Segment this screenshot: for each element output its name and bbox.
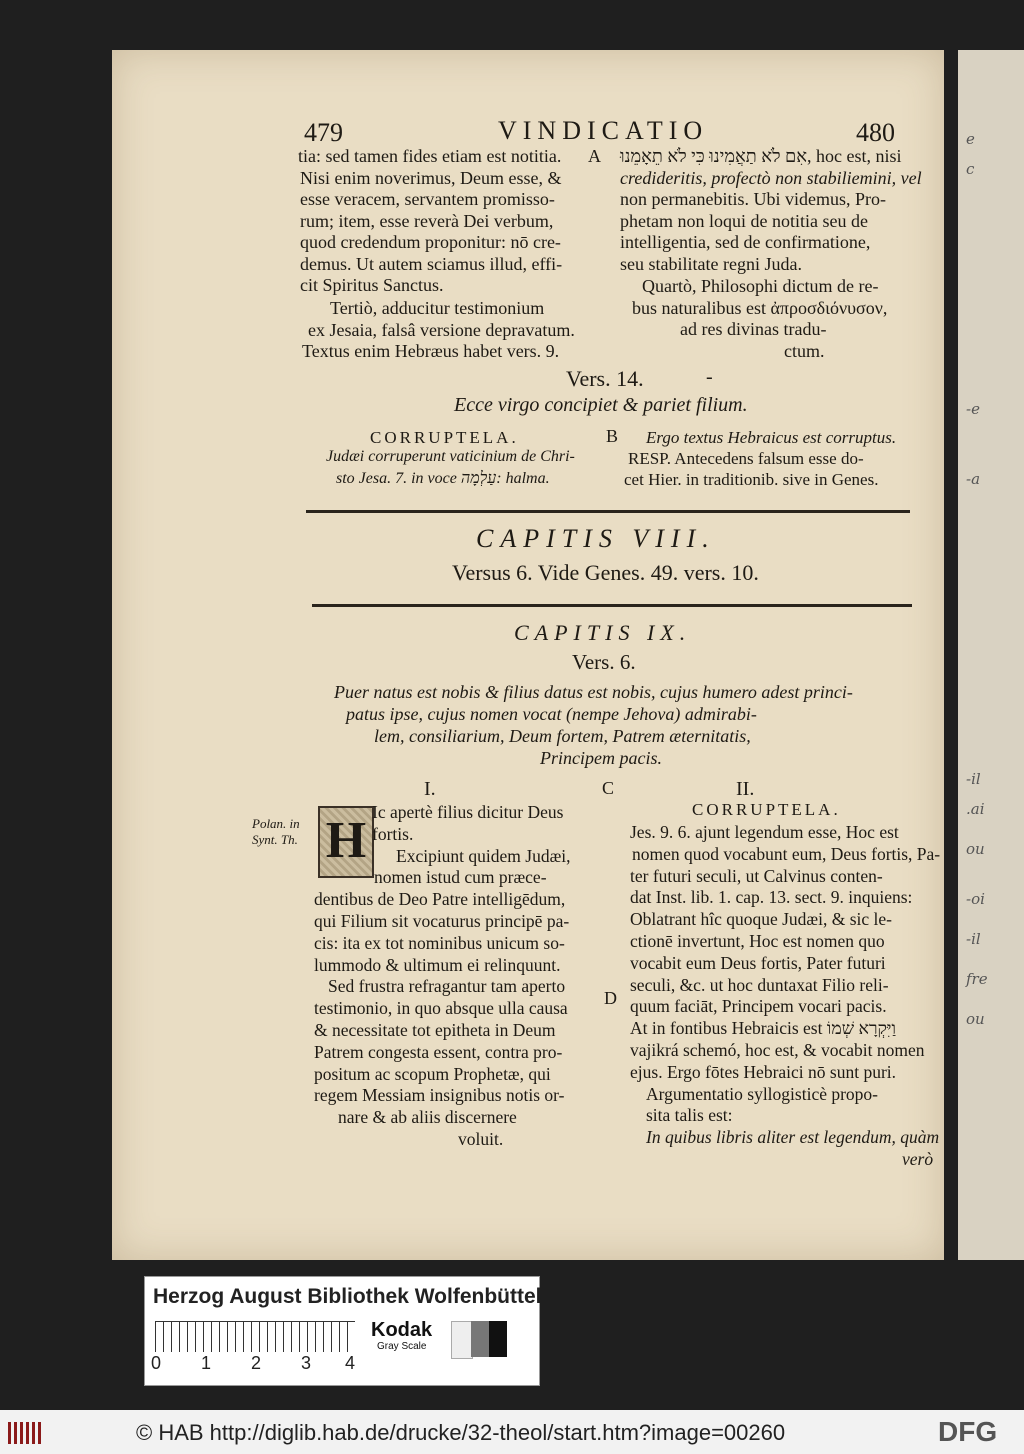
capitis-ix-heading: CAPITIS IX. [514,620,692,645]
corruptela-1-response-line: Ergo textus Hebraicus est corruptus. [646,428,897,447]
section-i-line: lummodo & ultimum ei relinquunt. [314,954,561,975]
next-page-fragment: ou [966,840,985,858]
hab-logo-icon [8,1422,44,1444]
left-column-line: ex Jesaia, falsâ versione depravatum. [308,319,575,340]
gray-patch-mid [471,1321,489,1357]
capitis-ix-vers: Vers. 6. [572,650,636,674]
right-column-line: seu stabilitate regni Juda. [620,253,802,274]
page-number-right: 480 [856,118,895,147]
next-page-fragment: .ai [966,800,985,818]
gray-patch-light [451,1321,473,1359]
section-ii-line: At in fontibus Hebraicis est וַיִּקְרָא שְׁמוֹ [630,1018,896,1039]
corruptela-1-line: sto Jesa. 7. in voce עַלְמָה: halma. [336,470,550,487]
gray-scale-label: Gray Scale [377,1341,427,1352]
running-title: VINDICATIO [498,116,709,145]
capitis-viii-heading: CAPITIS VIII. [476,524,716,553]
divider-rule-1 [306,510,910,513]
capitis-ix-quote-line: Principem pacis. [540,748,662,768]
next-page-edge [958,50,1024,1260]
section-ii-line: quum faciāt, Principem vocari pacis. [630,996,887,1017]
section-i-line: dentibus de Deo Patre intelligēdum, [314,889,566,910]
section-ii-line: Jes. 9. 6. ajunt legendum esse, Hoc est [630,822,899,842]
section-i-line: Patrem congesta essent, contra pro- [314,1041,563,1062]
corruptela-1-line: Judæi corruperunt vaticinium de Chri- [326,448,575,465]
footer-bar [0,1410,1024,1454]
left-column-line: quod credendum proponitur: nō cre- [300,232,561,252]
ruler-number: 0 [151,1353,162,1373]
left-column-line: Textus enim Hebræus habet vers. 9. [302,341,560,361]
section-ii-line: ejus. Ergo fōtes Hebraici nō sunt puri. [630,1061,897,1082]
next-page-fragment: -a [966,470,981,488]
section-ii-line: verò [902,1149,934,1169]
section-ii-line: ter futuri seculi, ut Calvinus conten- [630,865,883,886]
right-column-line: intelligentia, sed de confirmatione, [620,232,871,252]
library-color-label [144,1276,540,1386]
left-column-line: cit Spiritus Sanctus. [300,275,444,295]
section-i-line: regem Messiam insignibus notis or- [314,1085,565,1106]
right-column-line: Quartò, Philosophi dictum de re- [642,276,879,296]
section-ii-line: dat Inst. lib. 1. cap. 13. sect. 9. inquiens: [630,887,913,908]
left-column-line: Nisi enim noverimus, Deum esse, & [300,167,562,188]
section-ii-numeral: II. [736,778,755,800]
section-ii-line: vajikrá schemó, hoc est, & vocabit nomen [630,1040,925,1060]
vers-14-quote: Ecce virgo concipiet & pariet filium. [454,394,748,416]
corruptela-1-response-line: cet Hier. in traditionib. sive in Genes. [624,470,879,489]
section-i-line: voluit. [458,1129,504,1149]
section-i-line: & necessitate tot epitheta in Deum [314,1020,556,1040]
ruler-number: 3 [301,1353,312,1373]
section-i-line: cis: ita ex tot nominibus unicum so- [314,932,565,953]
left-column-line: tia: sed tamen fides etiam est notitia. [298,146,562,166]
capitis-viii-line: Versus 6. Vide Genes. 49. vers. 10. [452,560,759,585]
next-page-fragment: -il [966,930,981,948]
right-column-line: bus naturalibus est ἀπροσδιόνυσον, [632,297,888,318]
corruptela-heading-1: CORRUPTELA. [370,428,519,447]
section-ii-line: seculi, &c. ut hoc duntaxat Filio reli- [630,974,889,995]
left-column-line: Tertiò, adducitur testimonium [330,298,545,318]
next-page-fragment: c [966,160,975,178]
next-page-fragment: ou [966,1010,985,1028]
right-column-line: non permanebitis. Ubi videmus, Pro- [620,189,886,209]
right-column-line: ad res divinas tradu- [680,319,827,339]
scale-ruler [155,1321,355,1352]
page-number-left: 479 [304,118,343,147]
left-column-line: esse veracem, servantem promisso- [300,189,555,209]
next-page-fragment: -il [966,770,981,788]
vers-14-heading: Vers. 14. [566,366,644,391]
gray-patch-dark [489,1321,507,1357]
corruptela-heading-2: CORRUPTELA. [692,800,841,819]
right-column-line: ctum. [784,340,825,361]
capitis-ix-quote-line: patus ipse, cujus nomen vocat (nempe Jehova) admirabi- [346,704,757,724]
section-i-numeral: I. [424,778,436,800]
section-ii-line: Oblatrant hîc quoque Judæi, & sic le- [630,909,892,930]
section-i-line: Ic apertè filius dicitur Deus [372,802,564,822]
section-i-line: Excipiunt quidem Judæi, [396,845,571,866]
decorated-initial: H [318,806,374,878]
side-note-line-2: Synt. Th. [252,832,298,847]
book-page [112,50,944,1260]
next-page-fragment: fre [966,970,988,988]
margin-letter-d: D [604,988,617,1008]
section-ii-line: In quibus libris aliter est legendum, quàm [646,1127,940,1148]
divider-rule-2 [312,604,912,607]
next-page-fragment: -e [966,400,980,418]
next-page-fragment: e [966,130,975,148]
right-column-line: phetam non loqui de notitia seu de [620,210,868,231]
capitis-ix-quote-line: lem, consiliarium, Deum fortem, Patrem æternitatis, [374,726,751,746]
section-i-line: nare & ab aliis discernere [338,1107,517,1128]
section-ii-line: Argumentatio syllogisticè propo- [646,1083,879,1104]
margin-letter-a: A [588,146,601,166]
copyright-link[interactable]: © HAB http://diglib.hab.de/drucke/32-theol/start.htm?image=00260 [136,1420,786,1445]
margin-letter-c: C [602,778,615,798]
side-note-line-1: Polan. in [252,816,300,831]
corruptela-1-response-line: RESP. Antecedens falsum esse do- [628,449,864,468]
ruler-number: 4 [345,1353,356,1373]
kodak-brand: Kodak [371,1319,433,1341]
section-ii-line: sita talis est: [646,1105,733,1126]
section-ii-line: nomen quod vocabunt eum, Deus fortis, Pa- [632,843,941,864]
ruler-number: 1 [201,1353,212,1373]
section-ii-line: ctionē invertunt, Hoc est nomen quo [630,931,885,951]
section-ii-line: vocabit eum Deus fortis, Pater futuri [630,952,886,973]
section-i-line: fortis. [372,823,414,844]
section-i-line: positum ac scopum Prophetæ, qui [314,1063,551,1084]
left-column-line: demus. Ut autem sciamus illud, effi- [300,253,563,274]
section-i-line: Sed frustra refragantur tam aperto [328,976,566,997]
right-column-line: credideritis, profectò non stabiliemini, vel [620,167,922,188]
dfg-logo: DFG [938,1416,998,1447]
right-column-line: אִם לֹא תַאֲמִינוּ כִּי לֹא תֵאָמֵנוּ, hoc est, nisi [620,146,902,166]
section-i-line: testimonio, in quo absque ulla causa [314,998,568,1019]
section-i-line: qui Filium sit vocaturus principē pa- [314,911,570,931]
left-column-line: rum; item, esse reverà Dei verbum, [300,210,554,231]
section-i-line: nomen istud cum præce- [374,867,547,888]
ruler-number: 2 [251,1353,262,1373]
capitis-ix-quote-line: Puer natus est nobis & filius datus est nobis, cujus humero adest princi- [334,682,853,702]
next-page-fragment: -oi [966,890,985,908]
vers-14-dash: - [706,366,713,388]
margin-letter-b: B [606,426,619,446]
library-name: Herzog August Bibliothek Wolfenbüttel [153,1285,542,1308]
